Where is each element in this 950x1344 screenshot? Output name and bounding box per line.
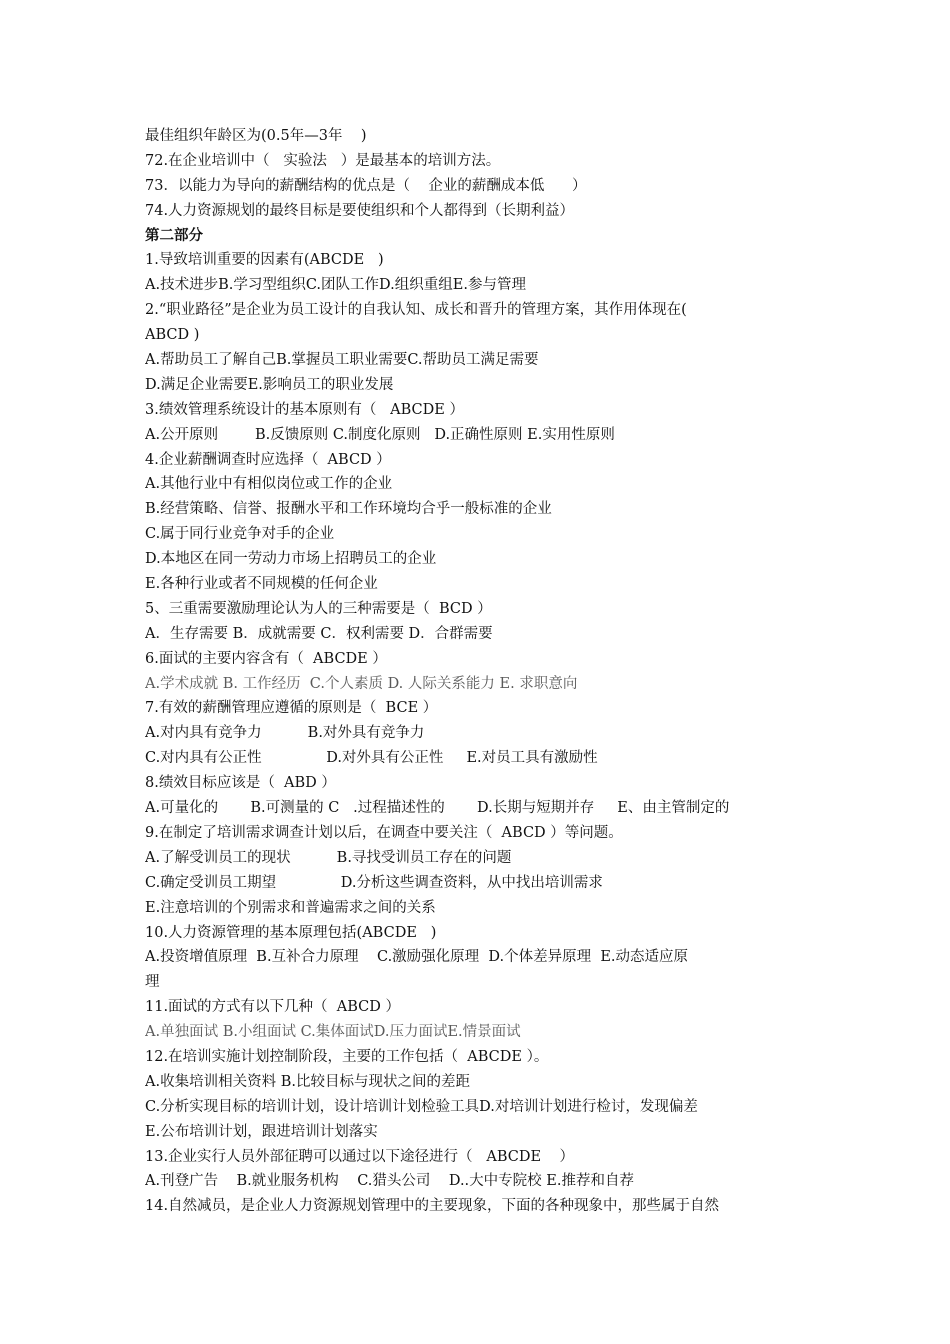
text-line: 5、三重需要激励理论认为人的三种需要是（ BCD ） xyxy=(145,600,492,617)
text-line: A.收集培训相关资料 B.比较目标与现状之间的差距 xyxy=(145,1073,470,1090)
text-line: 3.绩效管理系统设计的基本原则有（ ABCDE ） xyxy=(145,401,464,418)
text-line: 11.面试的方式有以下几种（ ABCD ） xyxy=(145,999,401,1016)
text-line: A.对内具有竞争力 B.对外具有竞争力 xyxy=(145,725,425,742)
text-line: A.学术成就 B. 工作经历 C.个人素质 D. 人际关系能力 E. 求职意向 xyxy=(145,675,578,692)
text-line: D.满足企业需要E.影响员工的职业发展 xyxy=(145,376,394,393)
text-line: A.其他行业中有相似岗位或工作的企业 xyxy=(145,476,393,493)
text-line: C.分析实现目标的培训计划，设计培训计划检验工具D.对培训计划进行检讨，发现偏差 xyxy=(145,1098,698,1115)
text-line: 4.企业薪酬调查时应选择（ ABCD ） xyxy=(145,451,391,468)
text-line: 8.绩效目标应该是（ ABD ） xyxy=(145,775,336,792)
section-heading: 第二部分 xyxy=(145,226,203,244)
text-line: 9.在制定了培训需求调查计划以后，在调查中要关注（ ABCD ）等问题。 xyxy=(145,824,623,841)
text-line: C.确定受训员工期望 D.分析这些调查资料，从中找出培训需求 xyxy=(145,874,603,891)
text-line: 12.在培训实施计划控制阶段，主要的工作包括（ ABCDE ）。 xyxy=(145,1048,549,1065)
text-line: E.公布培训计划，跟进培训计划落实 xyxy=(145,1123,378,1140)
text-line: 73．以能力为导向的薪酬结构的优点是（ 企业的薪酬成本低 ） xyxy=(145,177,587,194)
text-line: 74.人力资源规划的最终目标是要使组织和个人都得到（长期利益） xyxy=(145,202,575,219)
text-line: A.帮助员工了解自己B.掌握员工职业需要C.帮助员工满足需要 xyxy=(145,352,539,369)
text-line: 最佳组织年龄区为(0.5年—3年 ) xyxy=(145,128,367,144)
text-line: C.属于同行业竞争对手的企业 xyxy=(145,526,335,543)
text-line: 6.面试的主要内容含有（ ABCDE ） xyxy=(145,650,387,667)
text-line: 理 xyxy=(145,974,160,991)
text-line: E.各种行业或者不同规模的任何企业 xyxy=(145,576,378,593)
text-line: 1.导致培训重要的因素有(ABCDE ) xyxy=(145,252,384,269)
text-line: 13.企业实行人员外部征聘可以通过以下途径进行（ ABCDE ） xyxy=(145,1148,575,1165)
text-line: A.刊登广告 B.就业服务机构 C.猎头公司 D..大中专院校 E.推荐和自荐 xyxy=(145,1173,634,1190)
text-line: 72.在企业培训中（ 实验法 ）是最基本的培训方法。 xyxy=(145,152,501,169)
text-line: A．生存需要 B．成就需要 C．权利需要 D．合群需要 xyxy=(145,625,493,642)
text-line: 14.自然减员，是企业人力资源规划管理中的主要现象，下面的各种现象中，那些属于自然 xyxy=(145,1198,720,1215)
text-line: A.技术进步B.学习型组织C.团队工作D.组织重组E.参与管理 xyxy=(145,277,526,294)
text-line: A.单独面试 B.小组面试 C.集体面试D.压力面试E.情景面试 xyxy=(145,1024,521,1041)
text-line: 2.“职业路径”是企业为员工设计的自我认知、成长和晋升的管理方案，其作用体现在( xyxy=(145,302,687,319)
text-line: 10.人力资源管理的基本原理包括(ABCDE ) xyxy=(145,924,437,941)
text-line: A.公开原则 B.反馈原则 C.制度化原则 D.正确性原则 E.实用性原则 xyxy=(145,426,615,443)
text-line: C.对内具有公正性 D.对外具有公正性 E.对员工具有激励性 xyxy=(145,750,598,767)
text-line: B.经营策略、信誉、报酬水平和工作环境均合乎一般标准的企业 xyxy=(145,501,552,518)
text-line: E.注意培训的个别需求和普遍需求之间的关系 xyxy=(145,899,436,916)
text-line: 7.有效的薪酬管理应遵循的原则是（ BCE ） xyxy=(145,700,438,717)
text-line: ABCD ) xyxy=(145,327,200,344)
text-line: D.本地区在同一劳动力市场上招聘员工的企业 xyxy=(145,551,437,568)
text-line: A.了解受训员工的现状 B.寻找受训员工存在的问题 xyxy=(145,849,512,866)
document-page xyxy=(145,124,815,1219)
text-line: A.投资增值原理 B.互补合力原理 C.激励强化原理 D.个体差异原理 E.动态适应原 xyxy=(145,949,689,966)
text-line: A.可量化的 B.可测量的 C .过程描述性的 D.长期与短期并存 E、由主管制定的 xyxy=(145,800,730,817)
